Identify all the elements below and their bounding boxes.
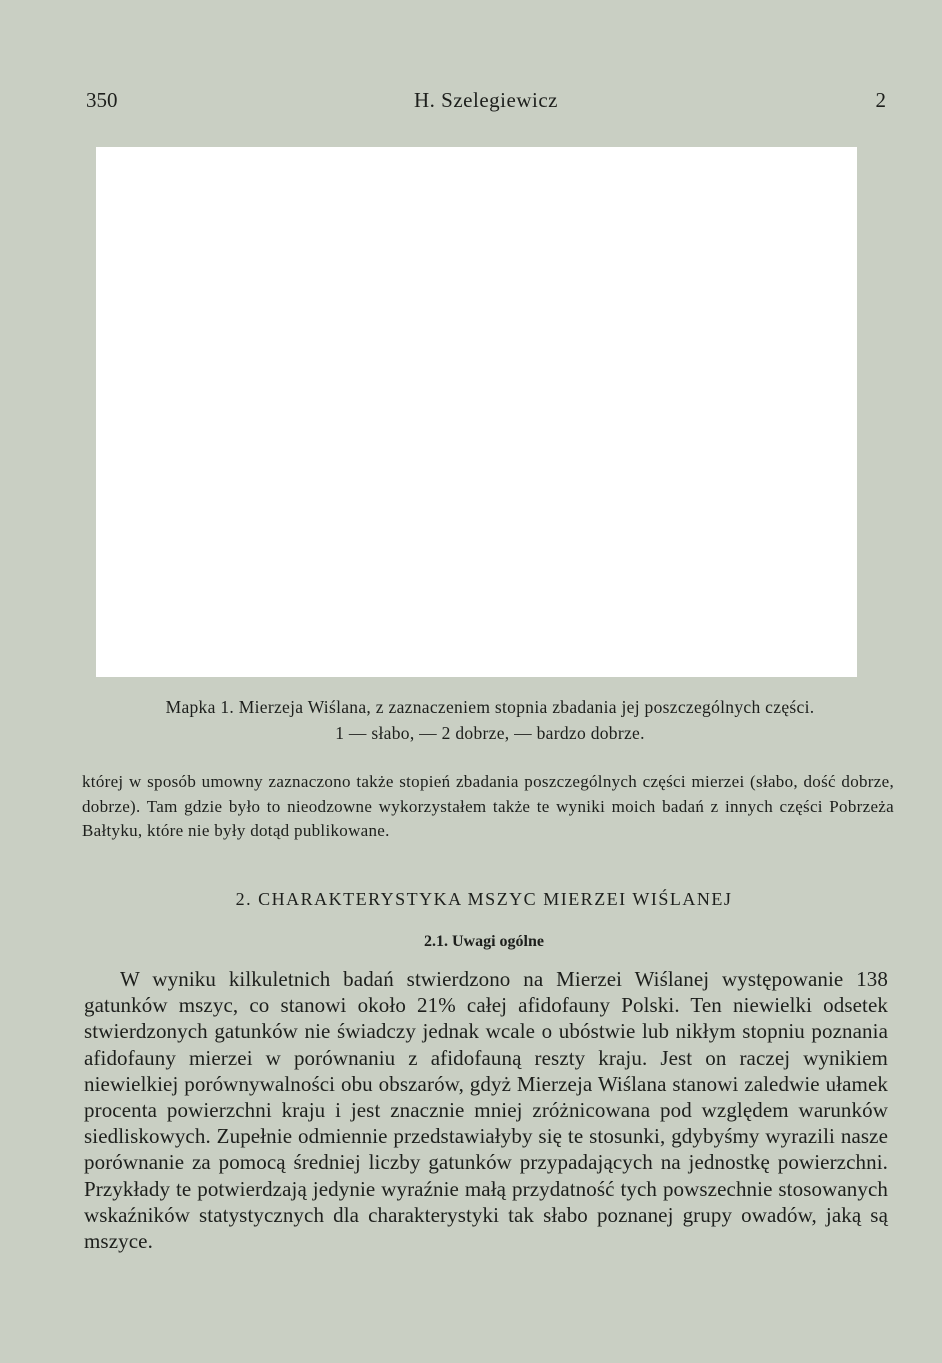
running-author: H. Szelegiewicz bbox=[414, 88, 558, 112]
body-paragraph: W wyniku kilkuletnich badań stwierdzono na Mierzei Wiślanej występowanie 138 gatunków mszyc, co stanowi około 21% całej afidofauny Polski. Ten niewielki odsetek stwierdzonych gatunków nie świadczy jednak wcale o ubóstwie lub nikłym stopniu poznania afidofauny mierzei w porównaniu z afidofauną reszty kraju. Jest on raczej wynikiem niewielkiej porównywalności obu obszarów, gdyż Mierzeja Wiślana stanowi zaledwie ułamek procenta powierzchni kraju i jest znacznie mniej zróżnicowana pod względem warunków siedliskowych. Zupełnie odmiennie przedstawiałyby się te stosunki, gdybyśmy wyrazili nasze porównanie za pomocą średniej liczby gatunków przypadających na jednostkę powierzchni. Przykłady te potwierdzają jedynie wyraźnie małą przydatność tych powszechnie stosowanych wskaźników statystycznych dla charakterystyki tak słabo poznanej grupy owadów, jaką są mszyce. bbox=[84, 967, 888, 1254]
section-number: 2 bbox=[875, 88, 886, 112]
subsection-heading: 2.1. Uwagi ogólne bbox=[424, 933, 544, 950]
page-number: 350 bbox=[86, 88, 118, 112]
caption-line-1: Mapka 1. Mierzeja Wiślana, z zaznaczeniem stopnia zbadania jej poszczególnych części. bbox=[165, 697, 815, 717]
running-header bbox=[86, 88, 886, 118]
figure-caption bbox=[86, 694, 894, 746]
intro-paragraph: której w sposób umowny zaznaczono także stopień zbadania poszczególnych części mierzei (słabo, dość dobrze, dobrze). Tam gdzie było to nieodzowne wykorzystałem także te wyniki moich badań z innych części Pobrzeża Bałtyku, które nie były dotąd publikowane. bbox=[82, 772, 894, 840]
section-heading: 2. CHARAKTERYSTYKA MSZYC MIERZEI WIŚLANEJ bbox=[235, 889, 733, 909]
caption-line-2: 1 — słabo, — 2 dobrze, — bardzo dobrze. bbox=[335, 723, 645, 743]
map-figure bbox=[96, 147, 857, 677]
